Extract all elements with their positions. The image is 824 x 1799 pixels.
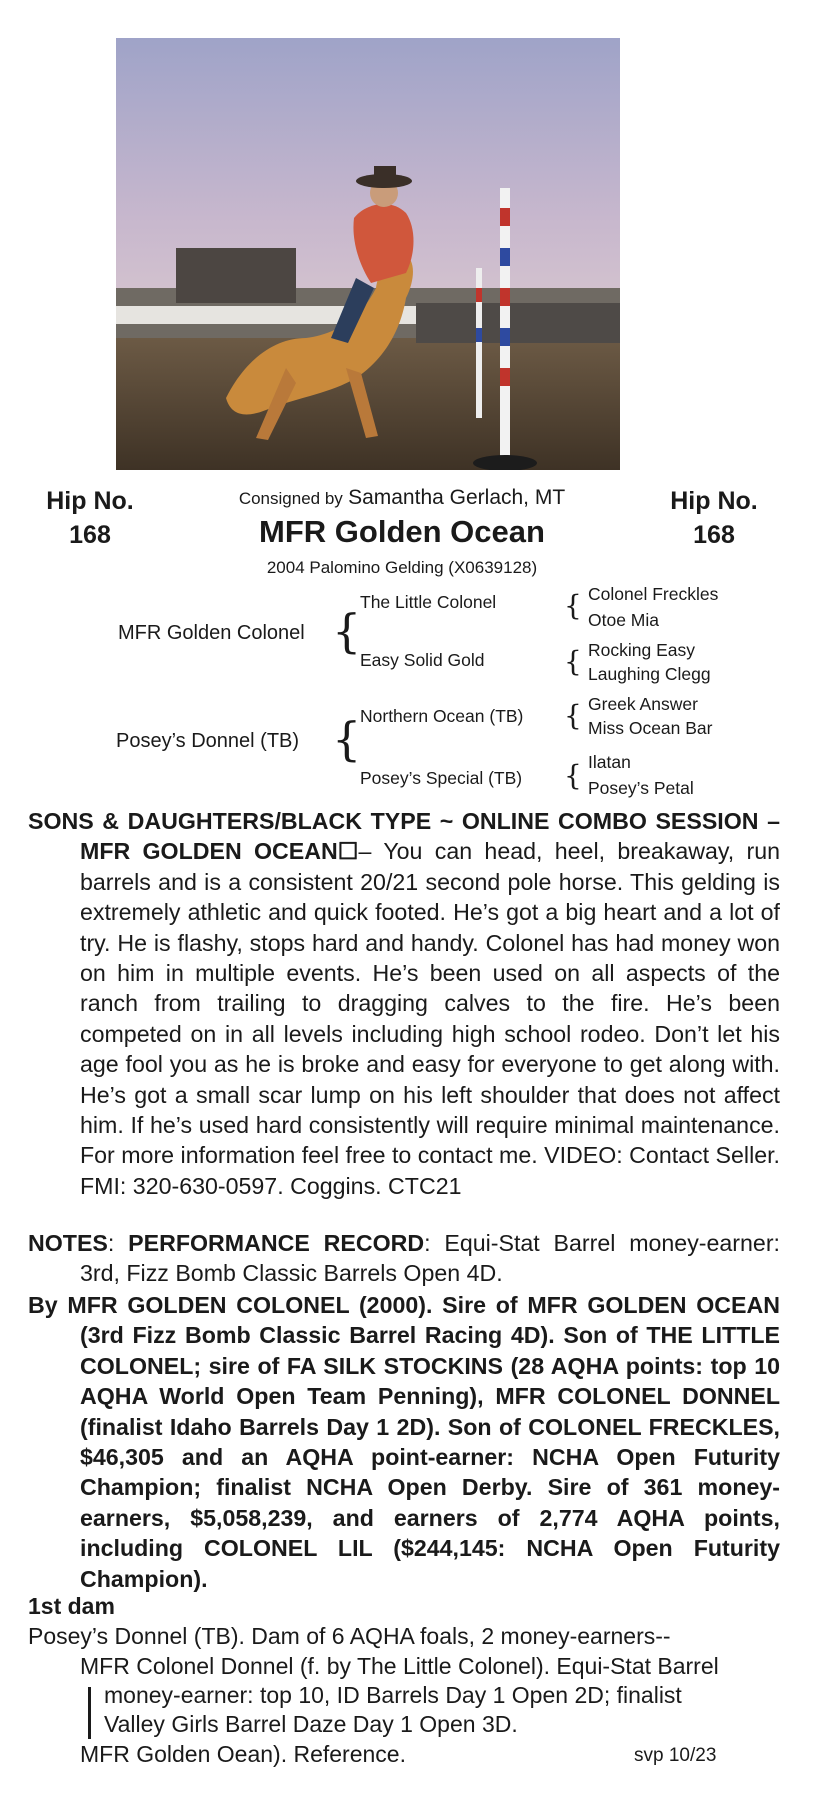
pedigree-dam-sire: Northern Ocean (TB) [360, 706, 524, 726]
first-dam-intro: Posey’s Donnel (TB). Dam of 6 AQHA foals, 2 money-earners-- [28, 1623, 671, 1649]
first-dam-heading: 1st dam [28, 1593, 115, 1619]
brace-ggp-3: { [564, 699, 582, 732]
pedigree-ggp-6: Miss Ocean Bar [588, 718, 713, 738]
barrel-racing-photo-illustration [116, 38, 620, 470]
produce-record-2: MFR Golden Oean). Reference. [80, 1741, 406, 1767]
horse-description: 2004 Palomino Gelding (X0639128) [266, 558, 538, 577]
produce-record-1-cont-a: money-earner: top 10, ID Barrels Day 1 Open 2D; finalist [104, 1682, 682, 1708]
sire-paragraph: By MFR GOLDEN COLONEL (2000). Sire of MFR GOLDEN OCEAN (3rd Fizz Bomb Classic Barrel Racing 4D). Son of THE LITTLE COLONEL; sire of FA SILK STOCKINS (28 AQHA points: top 10 AQHA World Open Team Penning), MFR COLONEL DONNEL (finalist Idaho Barrels Day 1 2D). Son of COLONEL FRECKLES, $46,305 and an AQHA point-earner: NCHA Open Futurity Champion; finalist NCHA Open Derby. Sire of 361 money-earners, $5,058,239, and earners of 2,774 AQHA points, including COLONEL LIL ($244,145: NCHA Open Futurity Champion). [28, 1292, 780, 1592]
pedigree-ggp-4: Laughing Clegg [588, 664, 711, 684]
consigned-by-prefix: Consigned by [238, 489, 343, 508]
hip-label-left: Hip No. [46, 487, 134, 515]
produce-record-1: MFR Colonel Donnel (f. by The Little Colonel). Equi-Stat Barrel [80, 1653, 719, 1679]
notes-label: NOTES [28, 1230, 108, 1256]
brace-ggp-4: { [564, 759, 582, 792]
pedigree-ggp-5: Greek Answer [588, 694, 698, 714]
brace-sire: { [332, 604, 362, 658]
pedigree-sire-sire: The Little Colonel [360, 592, 497, 612]
hip-label-right: Hip No. [670, 487, 758, 515]
produce-record-1-cont-b: Valley Girls Barrel Daze Day 1 Open 3D. [104, 1711, 518, 1737]
hip-number-left: 168 [69, 521, 111, 549]
horse-name: MFR Golden Ocean [259, 514, 545, 549]
consignor-name: Samantha Gerlach, MT [348, 486, 566, 509]
brace-dam: { [332, 712, 362, 766]
pedigree-ggp-2: Otoe Mia [588, 610, 659, 630]
description-body: – You can head, heel, breakaway, run barrels and is a consistent 20/21 second pole horse. This gelding is extremely athletic and quick footed. He’s got a big heart and a lot of try. He is flashy, stops hard and handy. Colonel has had money won on him in multiple events. He’s been used on all aspects of the ranch from trailing to dragging calves to the fire. He’s been competed on in all levels including high school rodeo. Don’t let his age fool you as he is broke and easy for everyone to get along with. He’s got a small scar lump on his left shoulder that does not affect him. If he’s used hard consistently will require minimal maintenance. For more information feel free to contact me. VIDEO: Contact Seller. FMI: 320-630-0597. Coggins. CTC21 [80, 838, 780, 1199]
notes-paragraph: NOTES: PERFORMANCE RECORD: Equi-Stat Barrel money-earner: 3rd, Fizz Bomb Classic Barrels Open 4D. [28, 1230, 780, 1287]
pedigree-dam-dam: Posey’s Special (TB) [360, 768, 523, 788]
hip-number-right: 168 [693, 521, 735, 549]
brace-ggp-2: { [564, 645, 582, 678]
description-paragraph [28, 806, 780, 1201]
consigned-by [150, 484, 654, 513]
description-heading: SONS & DAUGHTERS/BLACK TYPE ~ ONLINE COMBO SESSION – MFR GOLDEN OCEAN☐ [28, 808, 780, 865]
pedigree-dam: Posey’s Donnel (TB) [116, 730, 300, 752]
notes-text: : Equi-Stat Barrel money-earner: 3rd, Fizz Bomb Classic Barrels Open 4D. [80, 1230, 780, 1287]
footer-code: svp 10/23 [634, 1745, 717, 1766]
horse-photo [116, 38, 620, 470]
brace-ggp-1: { [564, 589, 582, 622]
produce-bracket [88, 1687, 91, 1739]
pedigree-ggp-1: Colonel Freckles [588, 584, 719, 604]
pedigree-sire: MFR Golden Colonel [118, 622, 305, 644]
pedigree-ggp-8: Posey’s Petal [588, 778, 694, 798]
pedigree-ggp-7: Ilatan [588, 752, 631, 772]
pedigree-sire-dam: Easy Solid Gold [360, 650, 485, 670]
pedigree-ggp-3: Rocking Easy [588, 640, 695, 660]
performance-record-label: PERFORMANCE RECORD [128, 1230, 425, 1256]
